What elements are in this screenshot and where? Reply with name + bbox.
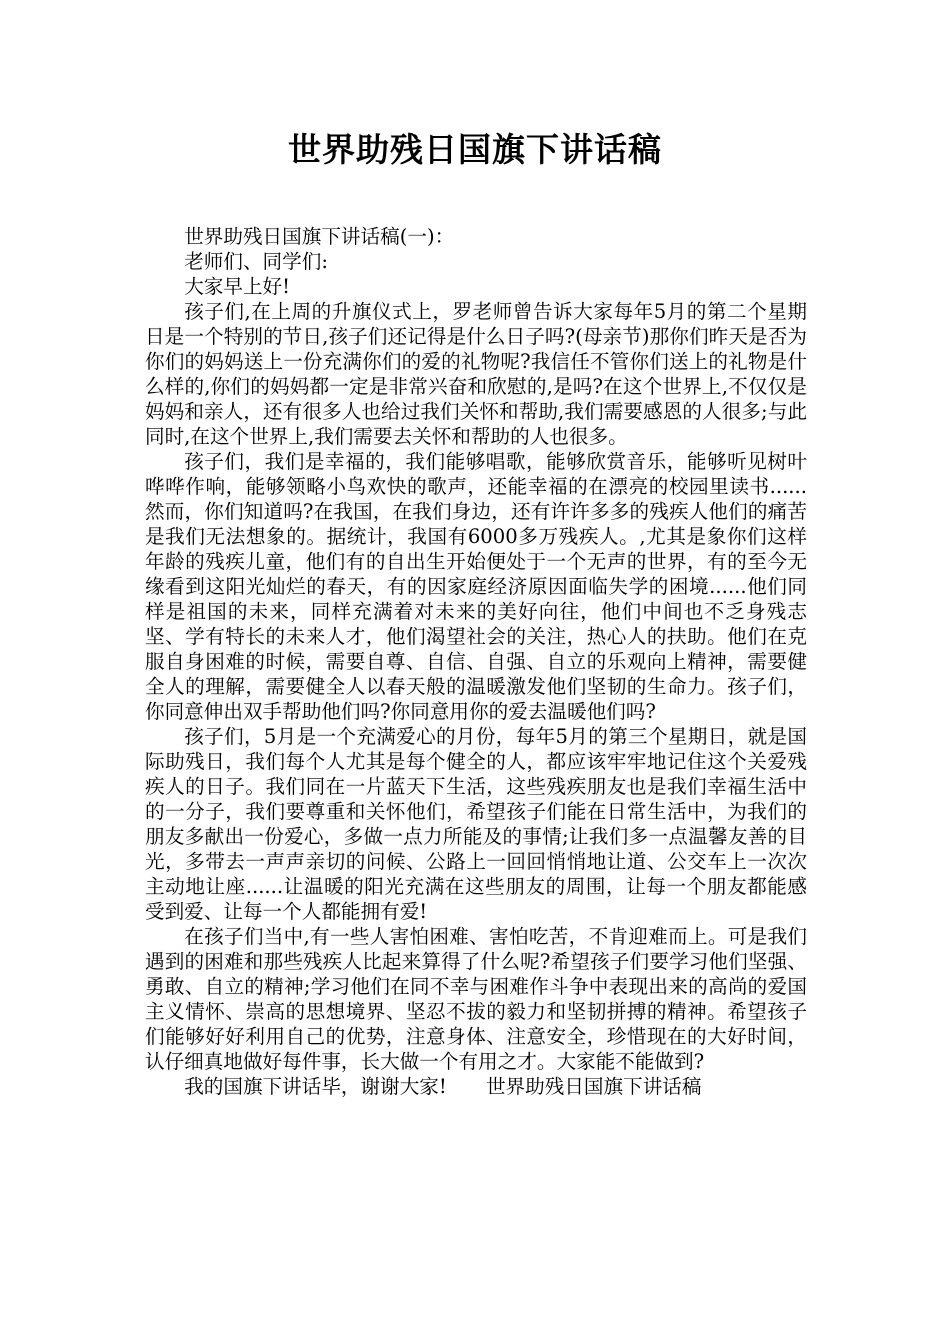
paragraph-body-1: 孩子们,在上周的升旗仪式上，罗老师曾告诉大家每年5月的第二个星期日是一个特别的节日,孩子们还记得是什么日子吗?(母亲节)那你们昨天是否为你们的妈妈送上一份充满你们的爱的礼物呢?我信任不管你们送上的礼物是什么样的,你们的妈妈都一定是非常兴奋和欣慰的,是吗?在这个世界上,不仅仅是妈妈和亲人，还有很多人也给过我们关怀和帮助,我们需要感恩的人很多;与此同时,在这个世界上,我们需要去关怀和帮助的人也很多。	[145, 300, 807, 448]
paragraph-closing: 我的国旗下讲话毕，谢谢大家! 世界助残日国旗下讲话稿	[184, 1075, 702, 1098]
paragraph-body-2: 孩子们，我们是幸福的，我们能够唱歌，能够欣赏音乐，能够听见树叶哗哗作响，能够领略小鸟欢快的歌声，还能幸福的在漂亮的校园里读书......然而，你们知道吗?在我国，在我们身边，还有许许多多的残疾人他们的痛苦是我们无法想象的。据统计，我国有6000多万残疾人。,尤其是象你们这样年龄的残疾儿童，他们有的自出生开始便处于一个无声的世界，有的至今无缘看到这阳光灿烂的春天，有的因家庭经济原因面临失学的困境......他们同样是祖国的未来，同样充满着对未来的美好向往，他们中间也不乏身残志坚、学有特长的未来人才，他们渴望社会的关注，热心人的扶助。他们在克服自身困难的时候，需要自尊、自信、自强、自立的乐观向上精神，需要健全人的理解，需要健全人以春天般的温暖激发他们坚韧的生命力。孩子们，你同意伸出双手帮助他们吗?你同意用你的爱去温暖他们吗?	[145, 450, 807, 723]
document-body	[145, 224, 807, 1099]
paragraph-heading: 世界助残日国旗下讲话稿(一)：	[184, 225, 455, 248]
paragraph-greeting: 大家早上好!	[184, 275, 291, 298]
paragraph-body-3: 孩子们，5月是一个充满爱心的月份，每年5月的第三个星期日，就是国际助残日，我们每个人尤其是每个健全的人，都应该牢牢地记住这个关爱残疾人的日子。我们同在一片蓝天下生活，这些残疾朋友也是我们幸福生活中的一分子，我们要尊重和关怀他们，希望孩子们能在日常生活中，为我们的朋友多献出一份爱心，多做一点力所能及的事情;让我们多一点温馨友善的目光，多带去一声声亲切的问候、公路上一回回悄悄地让道、公交车上一次次主动地让座......让温暖的阳光充满在这些朋友的周围，让每一个朋友都能感受到爱、让每一个人都能拥有爱!	[145, 725, 807, 923]
paragraph-salutation: 老师们、同学们:	[184, 250, 328, 273]
paragraph-body-4: 在孩子们当中,有一些人害怕困难、害怕吃苦，不肯迎难而上。可是我们遇到的困难和那些残疾人比起来算得了什么呢?希望孩子们要学习他们坚强、勇敢、自立的精神;学习他们在同不幸与困难作斗争中表现出来的高尚的爱国主义情怀、崇高的思想境界、坚忍不拔的毅力和坚韧拼搏的精神。希望孩子们能够好好利用自己的优势，注意身体、注意安全，珍惜现在的大好时间，认仔细真地做好每件事，长大做一个有用之才。大家能不能做到?	[145, 925, 807, 1073]
document-title: 世界助残日国旗下讲话稿	[288, 130, 662, 169]
